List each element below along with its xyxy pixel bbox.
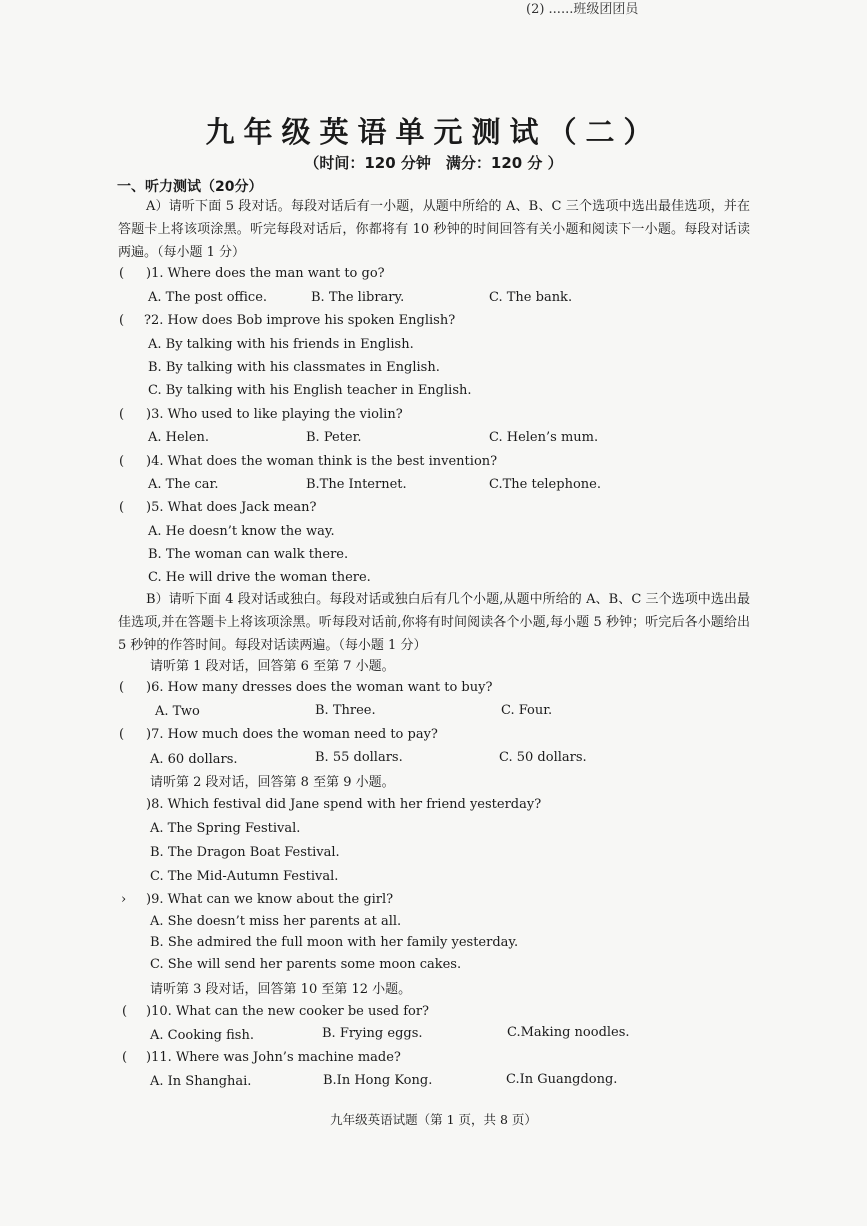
- question-stem: )5. What does Jack mean?: [146, 500, 317, 515]
- option-c: C.The telephone.: [489, 477, 601, 492]
- answer-paren: (: [119, 727, 125, 742]
- answer-paren: (: [119, 680, 125, 695]
- section-heading: 一、听力测试（20分）: [117, 179, 263, 195]
- option-c: C. The bank.: [489, 290, 573, 305]
- question-stem: )10. What can the new cooker be used for?: [146, 1004, 430, 1019]
- option-a: A. Cooking fish.: [150, 1028, 254, 1043]
- question-stem: ?2. How does Bob improve his spoken English?: [144, 313, 456, 328]
- corner-text: (2) ......班级团团员: [526, 2, 639, 17]
- option-a: A. The Spring Festival.: [150, 821, 301, 836]
- option-b: B. Frying eggs.: [322, 1026, 423, 1041]
- option-c: C. By talking with his English teacher in English.: [148, 383, 472, 398]
- answer-paren: (: [119, 500, 125, 515]
- option-b: B. She admired the full moon with her family yesterday.: [150, 935, 519, 950]
- option-a: A. 60 dollars.: [150, 752, 238, 767]
- question-stem: )11. Where was John’s machine made?: [146, 1050, 401, 1065]
- question-stem: )3. Who used to like playing the violin?: [146, 407, 403, 422]
- answer-paren: (: [119, 407, 125, 422]
- option-b: B. Three.: [315, 703, 376, 718]
- option-b: B. 55 dollars.: [315, 750, 403, 765]
- option-b: B.In Hong Kong.: [323, 1073, 433, 1088]
- option-b: B. The library.: [311, 290, 405, 305]
- option-b: B. By talking with his classmates in English.: [148, 360, 440, 375]
- option-c: C.Making noodles.: [507, 1025, 630, 1040]
- option-b: B. Peter.: [306, 430, 362, 445]
- part-a-instructions: A）请听下面 5 段对话。每段对话后有一小题，从题中所给的 A、B、C 三个选项中选出最佳选项，并在答题卡上将该项涂黑。听完每段对话后，你都将有 10 秒钟的时间回答有关小题和阅读下一小题。每段对话读两遍。（每小题 1 分）: [118, 199, 750, 260]
- part-b-instructions: B）请听下面 4 段对话或独白。每段对话或独白后有几个小题,从题中所给的 A、B、C 三个选项中选出最佳选项,并在答题卡上将该项涂黑。听每段对话前,你将有时间阅读各个小题,每小题 5 秒钟；听完后各小题给出 5 秒钟的作答时间。每段对话读两遍。（每小题 1 分）: [118, 592, 750, 653]
- option-a: A. In Shanghai.: [150, 1074, 252, 1089]
- dialog-note: 请听第 3 段对话，回答第 10 至第 12 小题。: [150, 982, 412, 997]
- question-stem: )4. What does the woman think is the best invention?: [146, 454, 498, 469]
- option-a: A. Helen.: [148, 430, 210, 445]
- dialog-note: 请听第 2 段对话，回答第 8 至第 9 小题。: [150, 775, 395, 790]
- question-stem: )1. Where does the man want to go?: [146, 266, 385, 281]
- option-b: B.The Internet.: [306, 477, 407, 492]
- option-a: A. By talking with his friends in English.: [148, 337, 414, 352]
- answer-mark: ›: [121, 892, 127, 907]
- option-c: C. 50 dollars.: [499, 750, 587, 765]
- answer-paren: (: [119, 454, 125, 469]
- page-title: 九年级英语单元测试（二）: [205, 115, 662, 149]
- question-stem: )8. Which festival did Jane spend with her friend yesterday?: [146, 797, 542, 812]
- answer-paren: (: [122, 1004, 128, 1019]
- page-footer: 九年级英语试题（第 1 页，共 8 页）: [330, 1112, 537, 1127]
- dialog-note: 请听第 1 段对话，回答第 6 至第 7 小题。: [150, 659, 395, 674]
- option-b: B. The woman can walk there.: [148, 547, 349, 562]
- option-a: A. The post office.: [148, 290, 268, 305]
- option-a: A. The car.: [148, 477, 219, 492]
- option-a: A. She doesn’t miss her parents at all.: [150, 914, 402, 929]
- option-c: C. Four.: [501, 703, 553, 718]
- option-c: C. Helen’s mum.: [489, 430, 599, 445]
- option-c: C.In Guangdong.: [506, 1072, 618, 1087]
- answer-paren: (: [119, 266, 125, 281]
- option-a: A. Two: [155, 704, 200, 719]
- question-stem: )9. What can we know about the girl?: [146, 892, 394, 907]
- answer-paren: (: [122, 1050, 128, 1065]
- question-stem: )7. How much does the woman need to pay?: [146, 727, 438, 742]
- option-c: C. She will send her parents some moon cakes.: [150, 957, 462, 972]
- page-subtitle: （时间：120 分钟 满分：120 分 ）: [304, 154, 563, 172]
- option-b: B. The Dragon Boat Festival.: [150, 845, 340, 860]
- option-a: A. He doesn’t know the way.: [148, 524, 335, 539]
- option-c: C. He will drive the woman there.: [148, 570, 371, 585]
- question-stem: )6. How many dresses does the woman want to buy?: [146, 680, 493, 695]
- answer-paren: (: [119, 313, 125, 328]
- option-c: C. The Mid-Autumn Festival.: [150, 869, 339, 884]
